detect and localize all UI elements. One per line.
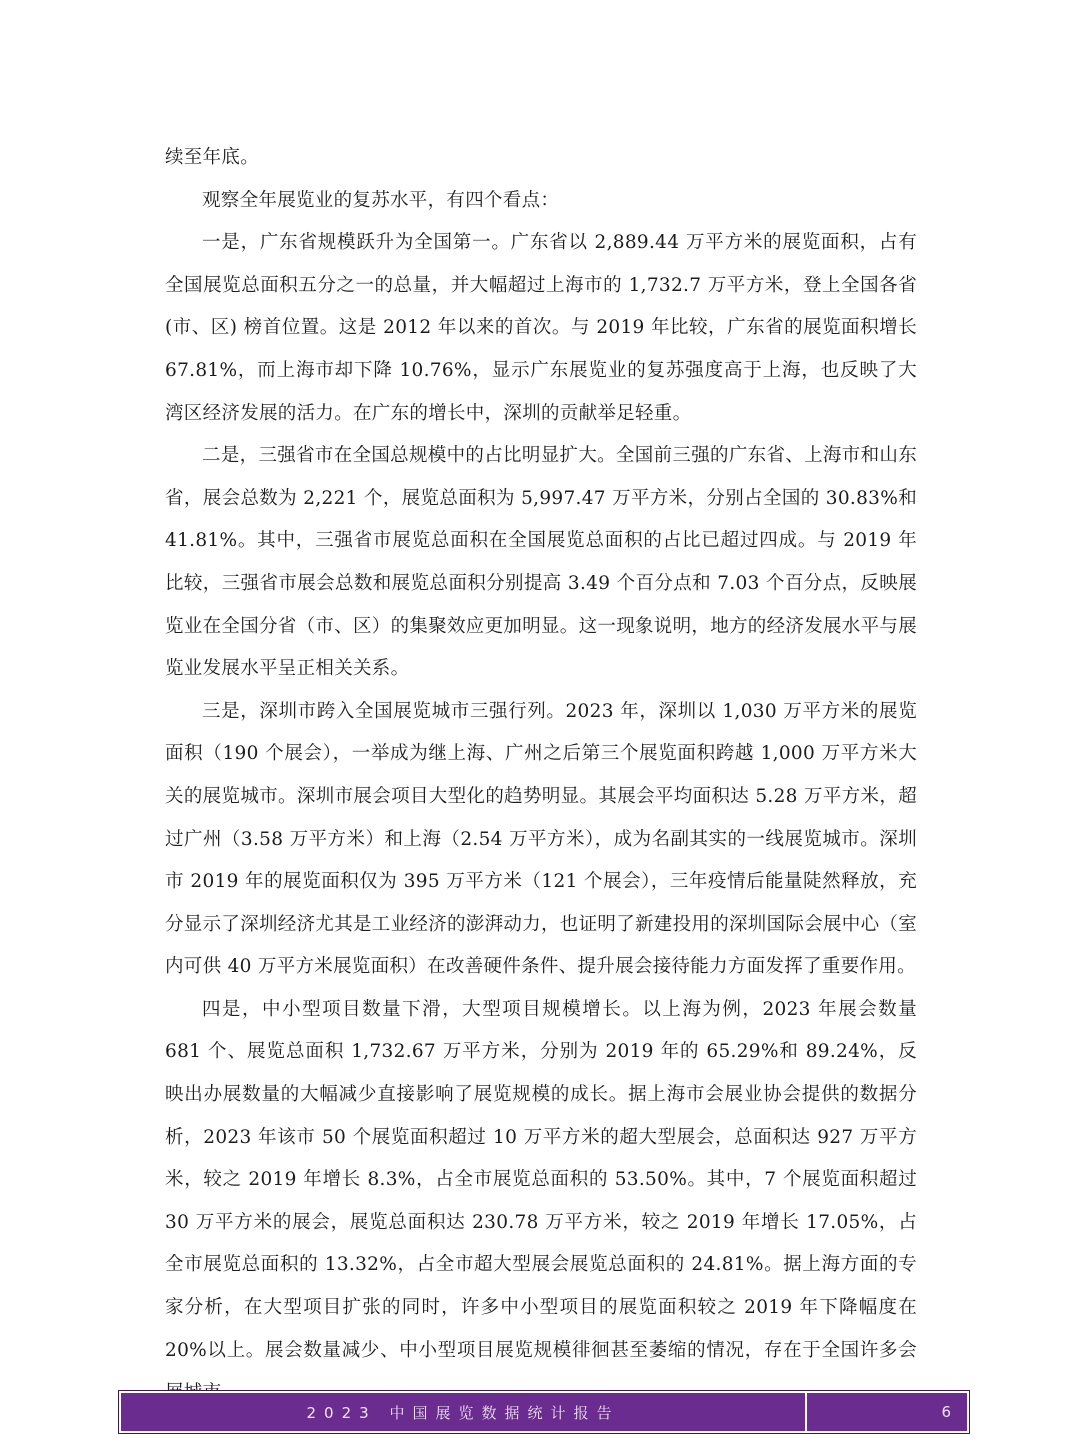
footer-report-title: 2023 中国展览数据统计报告 — [121, 1393, 807, 1431]
paragraph-point-4: 四是，中小型项目数量下滑，大型项目规模增长。以上海为例，2023 年展会数量 681 个、展览总面积 1,732.67 万平方米，分别为 2019 年的 65.29%和 89.24%，反映出办展数量的大幅减少直接影响了展览规模的成长。据上海市会展业协会提供的数据分析，2023 年该市 50 个展览面积超过 10 万平方米的超大型展会，总面积达 927 万平方米，较之 2019 年增长 8.3%，占全市展览总面积的 53.50%。其中，7 个展览面积超过 30 万平方米的展会，展览总面积达 230.78 万平方米，较之 2019 年增长 17.05%，占全市展览总面积的 13.32%，占全市超大型展会展览总面积的 24.81%。据上海方面的专家分析，在大型项目扩张的同时，许多中小型项目的展览面积较之 2019 年下降幅度在 20%以上。展会数量减少、中小型项目展览规模徘徊甚至萎缩的情况，存在于全国许多会 — [165, 998, 917, 1361]
paragraph-continuation: 续至年底。 — [165, 147, 260, 168]
footer-page-number: 6 — [941, 1403, 951, 1421]
paragraph-point-1: 一是，广东省规模跃升为全国第一。广东省以 2,889.44 万平方米的展览面积，占有全国展览总面积五分之一的总量，并大幅超过上海市的 1,732.7 万平方米，登上全国各省(市、区) 榜首位置。这是 2012 年以来的首次。与 2019 年比较，广东省的展览面积增长 67.81%，而上海市却下降 10.76%，显示广东展览业的复苏强度高于上海，也反映了大湾区经济发展的活力。在广东的增长中，深圳的贡献举足轻重。 — [165, 232, 917, 424]
paragraph-intro: 观察全年展览业的复苏水平，有四个看点： — [202, 189, 560, 211]
footer-band — [121, 1393, 967, 1431]
page-body — [165, 137, 917, 1415]
paragraph-point-3: 三是，深圳市跨入全国展览城市三强行列。2023 年，深圳以 1,030 万平方米的展览面积（190 个展会），一举成为继上海、广州之后第三个展览面积跨越 1,000 万平方米大关的展览城市。深圳市展会项目大型化的趋势明显。其展会平均面积达 5.28 万平方米，超过广州（3.58 万平方米）和上海（2.54 万平方米），成为名副其实的一线展览城市。深圳市 2019 年的展览面积仅为 395 万平方米（121 个展会），三年疫情后能量陡然释放，充分显示了深圳经济尤其是工业经济的澎湃动力，也证明了新建投用的深圳国际会展中心（室内可供 40 万平方米展览面积）在改善硬件条件、提升展会接待能力方面发挥了重要作用。 — [165, 700, 918, 978]
page-footer — [118, 1390, 970, 1434]
paragraph-point-2: 二是，三强省市在全国总规模中的占比明显扩大。全国前三强的广东省、上海市和山东省，展会总数为 2,221 个，展览总面积为 5,997.47 万平方米，分别占全国的 30.83%和 41.81%。其中，三强省市展览总面积在全国展览总面积的占比已超过四成。与 2019 年比较，三强省市展会总数和展览总面积分别提高 3.49 个百分点和 7.03 个百分点，反映展览业在全国分省（市、区）的集聚效应更加明显。这一现象说明，地方的经济发展水平与展览业发展水平呈正相关关系。 — [165, 445, 918, 680]
